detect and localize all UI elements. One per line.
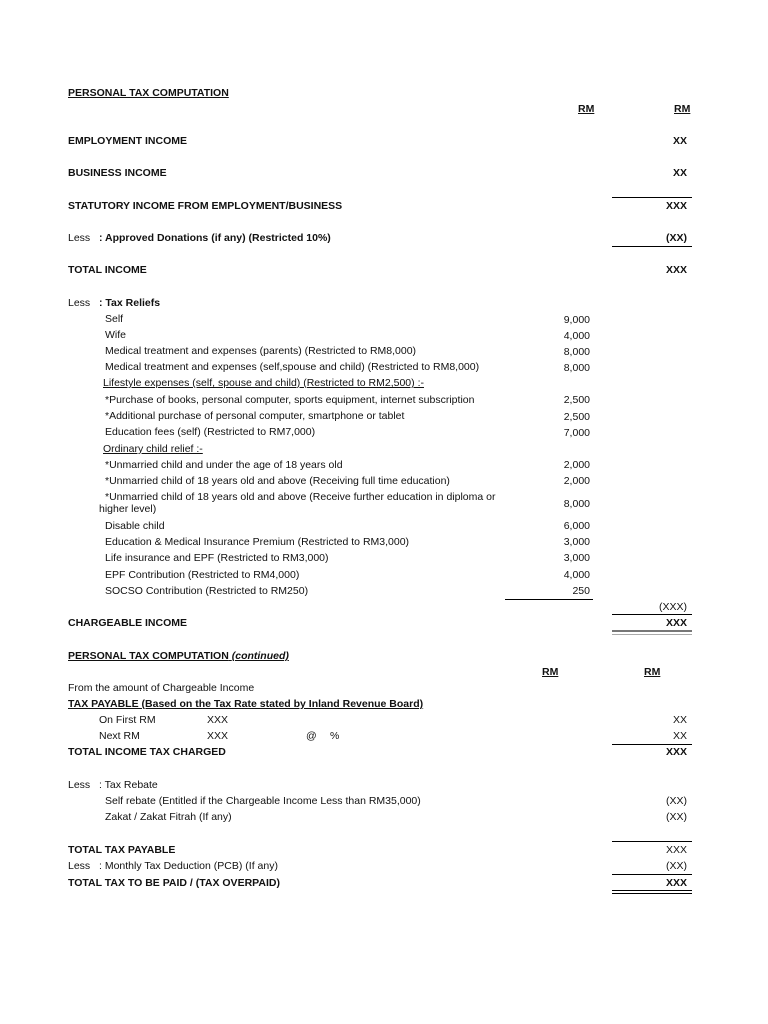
relief-label: Wife bbox=[105, 329, 126, 341]
relief-value: 8,000 bbox=[563, 346, 590, 358]
page-title: PERSONAL TAX COMPUTATION bbox=[68, 87, 229, 99]
relief-value: 3,000 bbox=[563, 552, 590, 564]
section-title-suffix: (continued) bbox=[231, 650, 289, 662]
relief-value: 3,000 bbox=[563, 536, 590, 548]
relief-label: *Purchase of books, personal computer, sports equipment, internet subscription bbox=[105, 394, 475, 406]
section-title-continued bbox=[68, 650, 289, 662]
relief-subheading-child: Ordinary child relief :- bbox=[103, 443, 203, 455]
pcb-label: : Monthly Tax Deduction (PCB) (If any) bbox=[99, 860, 278, 872]
total-income-value: XXX bbox=[665, 264, 687, 276]
relief-label: Self bbox=[105, 313, 124, 325]
employment-income-label: EMPLOYMENT INCOME bbox=[68, 135, 188, 147]
relief-label: Disable child bbox=[105, 520, 165, 532]
relief-label: EPF Contribution (Restricted to RM4,000) bbox=[105, 569, 300, 581]
column-header-rm-1: RM bbox=[578, 103, 595, 115]
rebate-title: : Tax Rebate bbox=[99, 779, 158, 791]
percent-symbol: % bbox=[330, 730, 340, 742]
relief-value: 250 bbox=[572, 585, 590, 597]
relief-label: *Unmarried child of 18 years old and above (Receive further education in diploma or bbox=[105, 491, 496, 503]
relief-value: 4,000 bbox=[563, 569, 590, 581]
total-income-label: TOTAL INCOME bbox=[68, 264, 147, 276]
divider-line bbox=[505, 599, 593, 600]
total-to-pay-label: TOTAL TAX TO BE PAID / (TAX OVERPAID) bbox=[68, 877, 280, 889]
relief-label: Medical treatment and expenses (parents) (Restricted to RM8,000) bbox=[105, 345, 417, 357]
total-income-tax-charged-value: XXX bbox=[665, 746, 687, 758]
zakat-label: Zakat / Zakat Fitrah (If any) bbox=[105, 811, 232, 823]
on-first-amount: XXX bbox=[207, 714, 229, 726]
self-rebate-value: (XX) bbox=[666, 795, 687, 807]
chargeable-income-value: XXX bbox=[665, 617, 687, 629]
donations-label: : Approved Donations (if any) (Restricted 10%) bbox=[99, 232, 331, 244]
donations-prefix: Less bbox=[68, 232, 91, 244]
statutory-income-value: XXX bbox=[665, 200, 687, 212]
divider-line bbox=[612, 197, 692, 198]
divider-line bbox=[612, 841, 692, 842]
divider-line bbox=[612, 246, 692, 247]
relief-label: *Unmarried child and under the age of 18 years old bbox=[105, 459, 343, 471]
column-header-rm-2: RM bbox=[644, 666, 661, 678]
rebate-prefix: Less bbox=[68, 779, 91, 791]
business-income-label: BUSINESS INCOME bbox=[68, 167, 167, 179]
next-value: XX bbox=[672, 730, 687, 742]
total-to-pay-value: XXX bbox=[665, 877, 687, 889]
from-amount-text: From the amount of Chargeable Income bbox=[68, 682, 255, 694]
relief-value: 8,000 bbox=[563, 362, 590, 374]
self-rebate-label: Self rebate (Entitled if the Chargeable Income Less than RM35,000) bbox=[105, 795, 421, 807]
relief-label: Education & Medical Insurance Premium (Restricted to RM3,000) bbox=[105, 536, 410, 548]
relief-value: 4,000 bbox=[563, 330, 590, 342]
double-underline bbox=[612, 890, 692, 894]
next-label: Next RM bbox=[99, 730, 140, 742]
pcb-prefix: Less bbox=[68, 860, 91, 872]
reliefs-total-value: (XXX) bbox=[658, 601, 687, 613]
chargeable-income-label: CHARGEABLE INCOME bbox=[68, 617, 188, 629]
double-underline bbox=[612, 630, 692, 635]
total-tax-payable-label: TOTAL TAX PAYABLE bbox=[68, 844, 176, 856]
relief-label: *Additional purchase of personal computer, smartphone or tablet bbox=[105, 410, 405, 422]
relief-value: 9,000 bbox=[563, 314, 590, 326]
on-first-value: XX bbox=[672, 714, 687, 726]
relief-label: Medical treatment and expenses (self,spouse and child) (Restricted to RM8,000) bbox=[105, 361, 480, 373]
reliefs-prefix: Less bbox=[68, 297, 91, 309]
relief-label: Education fees (self) (Restricted to RM7,000) bbox=[105, 426, 316, 438]
section-title-text: PERSONAL TAX COMPUTATION bbox=[68, 650, 229, 662]
relief-value: 2,000 bbox=[563, 459, 590, 471]
on-first-label: On First RM bbox=[99, 714, 156, 726]
relief-value: 2,500 bbox=[563, 394, 590, 406]
relief-value: 2,000 bbox=[563, 475, 590, 487]
relief-value: 7,000 bbox=[563, 427, 590, 439]
statutory-income-label: STATUTORY INCOME FROM EMPLOYMENT/BUSINESS bbox=[68, 200, 343, 212]
column-header-rm-1: RM bbox=[542, 666, 559, 678]
business-income-value: XX bbox=[672, 167, 687, 179]
column-header-rm-2: RM bbox=[674, 103, 691, 115]
tax-payable-heading: TAX PAYABLE (Based on the Tax Rate stated by Inland Revenue Board) bbox=[68, 698, 424, 710]
relief-label-continued: higher level) bbox=[99, 503, 157, 515]
donations-value: (XX) bbox=[666, 232, 687, 244]
total-income-tax-charged-label: TOTAL INCOME TAX CHARGED bbox=[68, 746, 226, 758]
relief-value: 8,000 bbox=[563, 498, 590, 510]
reliefs-title: : Tax Reliefs bbox=[99, 297, 161, 309]
total-tax-payable-value: XXX bbox=[665, 844, 687, 856]
zakat-value: (XX) bbox=[666, 811, 687, 823]
divider-line bbox=[612, 744, 692, 745]
relief-value: 2,500 bbox=[563, 411, 590, 423]
next-amount: XXX bbox=[207, 730, 229, 742]
relief-label: Life insurance and EPF (Restricted to RM3,000) bbox=[105, 552, 329, 564]
divider-line bbox=[612, 874, 692, 875]
employment-income-value: XX bbox=[672, 135, 687, 147]
divider-line bbox=[612, 614, 692, 615]
at-symbol: @ bbox=[306, 730, 317, 742]
relief-label: *Unmarried child of 18 years old and above (Receiving full time education) bbox=[105, 475, 450, 487]
relief-subheading-lifestyle: Lifestyle expenses (self, spouse and child) (Restricted to RM2,500) :- bbox=[103, 377, 424, 389]
pcb-value: (XX) bbox=[666, 860, 687, 872]
relief-value: 6,000 bbox=[563, 520, 590, 532]
relief-label: SOCSO Contribution (Restricted to RM250) bbox=[105, 585, 309, 597]
